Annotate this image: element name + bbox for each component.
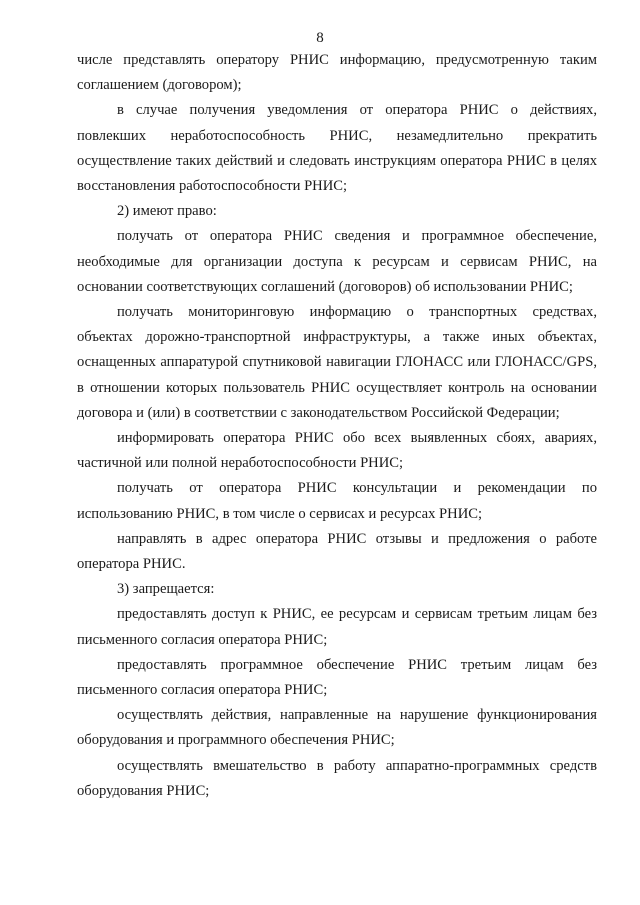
paragraph: в случае получения уведомления от оператора РНИС о действиях, повлекших неработоспособность РНИС, незамедлительно прекратить осуществление таких действий и следовать инструкциям оператора РНИС в целях восстановления работоспособности РНИС;: [77, 102, 597, 195]
document-body: [77, 48, 597, 804]
paragraph: осуществлять вмешательство в работу аппаратно-программных средств оборудования РНИС;: [77, 757, 597, 799]
section-heading: 2) имеют право:: [117, 203, 217, 220]
paragraph: осуществлять действия, направленные на нарушение функционирования оборудования и программного обеспечения РНИС;: [77, 707, 597, 749]
paragraph: информировать оператора РНИС обо всех выявленных сбоях, авариях, частичной или полной неработоспособности РНИС;: [77, 430, 597, 472]
paragraph: предоставлять программное обеспечение РНИС третьим лицам без письменного согласия оператора РНИС;: [77, 656, 597, 699]
section-heading: 3) запрещается:: [117, 581, 215, 598]
paragraph: направлять в адрес оператора РНИС отзывы и предложения о работе оператора РНИС.: [77, 530, 597, 573]
page-number: 8: [316, 30, 324, 46]
paragraph: числе представлять оператору РНИС информацию, предусмотренную таким соглашением (договором);: [77, 52, 597, 94]
paragraph: получать от оператора РНИС консультации и рекомендации по использованию РНИС, в том числе о сервисах и ресурсах РНИС;: [77, 480, 597, 522]
paragraph: предоставлять доступ к РНИС, ее ресурсам и сервисам третьим лицам без письменного согласия оператора РНИС;: [77, 606, 597, 648]
paragraph: получать от оператора РНИС сведения и программное обеспечение, необходимые для организации доступа к ресурсам и сервисам РНИС, на основании соответствующих соглашений (договоров) об использовании РНИС;: [77, 228, 597, 295]
paragraph: получать мониторинговую информацию о транспортных средствах, объектах дорожно-транспортной инфраструктуры, а также иных объектах, оснащенных аппаратурой спутниковой навигации ГЛОНАСС или ГЛОНАСС/GPS, в отношении которых пользователь РНИС осуществляет контроль на основании договора и (или) в соответствии с законодательством Российской Федерации;: [77, 304, 597, 421]
